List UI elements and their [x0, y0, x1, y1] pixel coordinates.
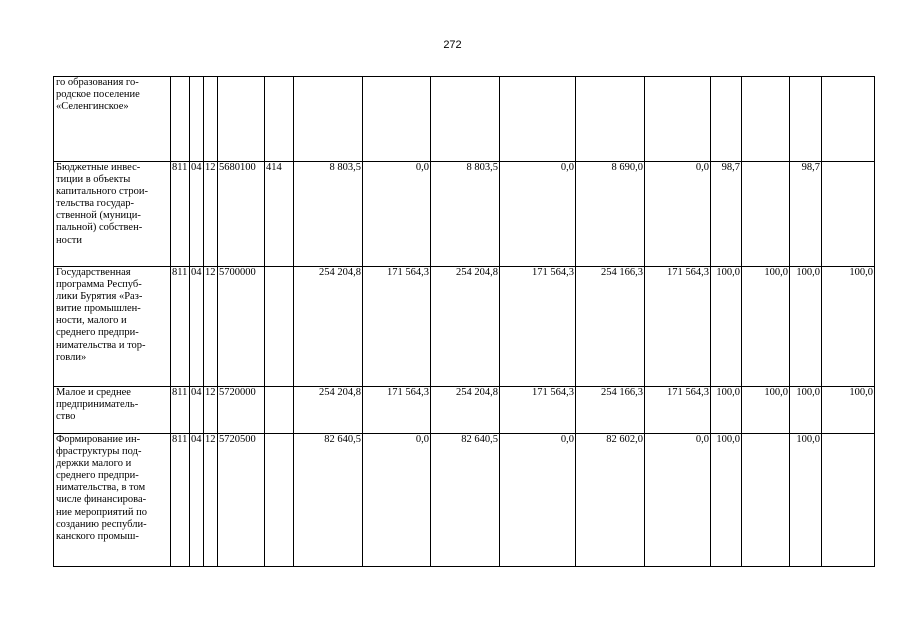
executed-total-cell: 254 166,3 — [576, 267, 645, 387]
refined-total-cell: 82 640,5 — [431, 434, 500, 567]
pct-approved-federal-cell: 100,0 — [742, 387, 790, 434]
ved-code-cell — [171, 77, 190, 162]
target-article-code-cell: 5720500 — [218, 434, 265, 567]
executed-federal-cell: 0,0 — [645, 434, 711, 567]
target-article-code-cell — [218, 77, 265, 162]
ved-code-cell: 811 — [171, 162, 190, 267]
approved-total-cell: 254 204,8 — [294, 387, 363, 434]
refined-total-cell: 8 803,5 — [431, 162, 500, 267]
approved-federal-cell: 0,0 — [363, 162, 431, 267]
approved-federal-cell: 171 564,3 — [363, 387, 431, 434]
subsection-code-cell — [204, 77, 218, 162]
subsection-code-cell: 12 — [204, 267, 218, 387]
refined-federal-cell: 171 564,3 — [500, 267, 576, 387]
approved-total-cell — [294, 77, 363, 162]
approved-total-cell: 82 640,5 — [294, 434, 363, 567]
budget-table — [53, 76, 875, 567]
subsection-code-cell: 12 — [204, 434, 218, 567]
executed-federal-cell: 171 564,3 — [645, 387, 711, 434]
refined-total-cell: 254 204,8 — [431, 267, 500, 387]
executed-total-cell: 8 690,0 — [576, 162, 645, 267]
table-row — [54, 267, 875, 387]
expense-type-code-cell — [265, 77, 294, 162]
approved-total-cell: 254 204,8 — [294, 267, 363, 387]
table-row — [54, 77, 875, 162]
approved-total-cell: 8 803,5 — [294, 162, 363, 267]
pct-refined-total-cell: 98,7 — [790, 162, 822, 267]
refined-federal-cell: 0,0 — [500, 162, 576, 267]
pct-approved-federal-cell — [742, 162, 790, 267]
pct-approved-total-cell: 100,0 — [711, 434, 742, 567]
table-row — [54, 434, 875, 567]
pct-approved-federal-cell — [742, 77, 790, 162]
expense-type-code-cell — [265, 267, 294, 387]
pct-approved-total-cell: 100,0 — [711, 387, 742, 434]
refined-federal-cell — [500, 77, 576, 162]
section-code-cell: 04 — [190, 434, 204, 567]
pct-approved-federal-cell: 100,0 — [742, 267, 790, 387]
approved-federal-cell: 0,0 — [363, 434, 431, 567]
pct-approved-total-cell — [711, 77, 742, 162]
ved-code-cell: 811 — [171, 267, 190, 387]
pct-approved-total-cell: 98,7 — [711, 162, 742, 267]
executed-total-cell — [576, 77, 645, 162]
row-name-cell: Формирование ин- фраструктуры под- держки малого и среднего предпри- нимательства, в том числе финансирова- ние мероприятий по созданию республи- канского промыш- — [54, 434, 171, 567]
pct-refined-total-cell: 100,0 — [790, 434, 822, 567]
pct-refined-federal-cell — [822, 162, 875, 267]
ved-code-cell: 811 — [171, 434, 190, 567]
executed-federal-cell: 171 564,3 — [645, 267, 711, 387]
pct-approved-total-cell: 100,0 — [711, 267, 742, 387]
executed-total-cell: 82 602,0 — [576, 434, 645, 567]
refined-federal-cell: 0,0 — [500, 434, 576, 567]
pct-refined-federal-cell: 100,0 — [822, 267, 875, 387]
expense-type-code-cell — [265, 387, 294, 434]
target-article-code-cell: 5700000 — [218, 267, 265, 387]
section-code-cell: 04 — [190, 387, 204, 434]
pct-refined-total-cell: 100,0 — [790, 387, 822, 434]
pct-refined-federal-cell: 100,0 — [822, 387, 875, 434]
pct-refined-federal-cell — [822, 434, 875, 567]
approved-federal-cell: 171 564,3 — [363, 267, 431, 387]
row-name-cell: Бюджетные инвес- тиции в объекты капитального строи- тельства государ- ственной (муници- пальной) собствен- ности — [54, 162, 171, 267]
section-code-cell: 04 — [190, 267, 204, 387]
ved-code-cell: 811 — [171, 387, 190, 434]
table-row — [54, 162, 875, 267]
executed-federal-cell: 0,0 — [645, 162, 711, 267]
refined-total-cell: 254 204,8 — [431, 387, 500, 434]
subsection-code-cell: 12 — [204, 387, 218, 434]
approved-federal-cell — [363, 77, 431, 162]
table-row — [54, 387, 875, 434]
expense-type-code-cell — [265, 434, 294, 567]
row-name-cell: го образования го- родское поселение «Селенгинское» — [54, 77, 171, 162]
refined-federal-cell: 171 564,3 — [500, 387, 576, 434]
row-name-cell: Государственная программа Респуб- лики Бурятия «Раз- витие промышлен- ности, малого и среднего предпри- нимательства и тор- говли» — [54, 267, 171, 387]
section-code-cell — [190, 77, 204, 162]
executed-total-cell: 254 166,3 — [576, 387, 645, 434]
pct-refined-total-cell — [790, 77, 822, 162]
executed-federal-cell — [645, 77, 711, 162]
target-article-code-cell: 5680100 — [218, 162, 265, 267]
expense-type-code-cell: 414 — [265, 162, 294, 267]
pct-approved-federal-cell — [742, 434, 790, 567]
row-name-cell: Малое и среднее предприниматель- ство — [54, 387, 171, 434]
page-number: 272 — [443, 39, 462, 51]
subsection-code-cell: 12 — [204, 162, 218, 267]
pct-refined-federal-cell — [822, 77, 875, 162]
section-code-cell: 04 — [190, 162, 204, 267]
pct-refined-total-cell: 100,0 — [790, 267, 822, 387]
refined-total-cell — [431, 77, 500, 162]
target-article-code-cell: 5720000 — [218, 387, 265, 434]
